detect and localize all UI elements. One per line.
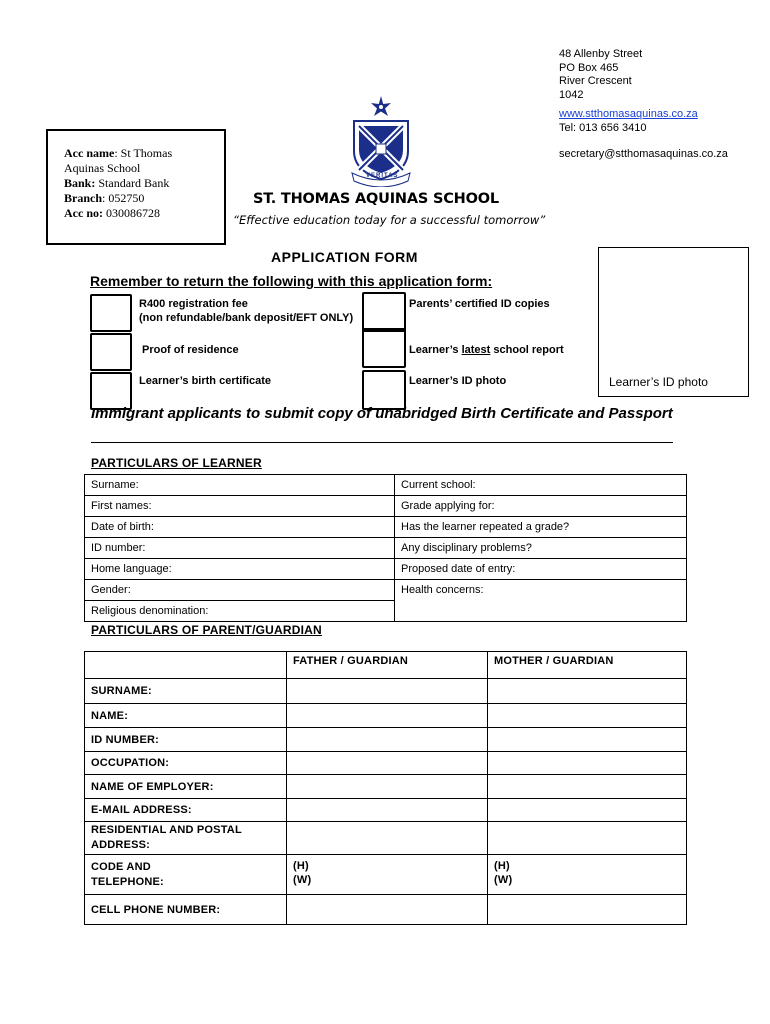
id-photo-label: Learner’s ID photo <box>609 375 708 389</box>
learner-health-cell[interactable]: Health concerns: <box>395 580 687 622</box>
learner-disciplinary-cell[interactable]: Any disciplinary problems? <box>395 538 687 559</box>
checkbox-id-photo[interactable] <box>362 370 406 410</box>
learner-first-names-cell[interactable]: First names: <box>85 496 395 517</box>
learner-surname-cell[interactable]: Surname: <box>85 475 395 496</box>
learner-heading: PARTICULARS OF LEARNER <box>91 456 262 470</box>
learner-gender-cell[interactable]: Gender: <box>85 580 395 601</box>
bank-value: Standard Bank <box>95 176 170 190</box>
bank-line <box>64 176 224 191</box>
row-label-id-number: ID NUMBER: <box>85 728 287 752</box>
table-row <box>85 652 687 679</box>
row-label-surname: SURNAME: <box>85 679 287 704</box>
table-row <box>85 704 687 728</box>
row-label-name: NAME: <box>85 704 287 728</box>
website-link[interactable]: www.stthomasaquinas.co.za <box>559 108 698 120</box>
table-row <box>85 855 687 895</box>
father-email-cell[interactable] <box>287 799 488 822</box>
acc-name-value: : St Thomas <box>114 146 173 160</box>
row-label-employer: NAME OF EMPLOYER: <box>85 775 287 799</box>
registration-fee-note: (non refundable/bank deposit/EFT ONLY) <box>139 312 354 324</box>
checklist-registration-fee <box>139 297 353 325</box>
row-label-email: E-MAIL ADDRESS: <box>85 799 287 822</box>
mother-surname-cell[interactable] <box>488 679 687 704</box>
school-motto: “Effective education today for a successful tomorrow” <box>233 213 546 227</box>
bank-details-box <box>46 129 226 245</box>
school-name: ST. THOMAS AQUINAS SCHOOL <box>253 191 499 207</box>
address-label-line-2: ADDRESS: <box>91 839 151 851</box>
table-row <box>85 580 687 601</box>
father-address-cell[interactable] <box>287 822 488 855</box>
mother-column-header: MOTHER / GUARDIAN <box>488 652 687 679</box>
table-row <box>85 475 687 496</box>
row-label-occupation: OCCUPATION: <box>85 752 287 775</box>
checkbox-id-copies[interactable] <box>362 292 406 332</box>
address-label-line-1: RESIDENTIAL AND POSTAL <box>91 824 242 836</box>
acc-name-line-2: Aquinas School <box>64 161 141 175</box>
father-occupation-cell[interactable] <box>287 752 488 775</box>
form-title: APPLICATION FORM <box>271 249 418 265</box>
school-crest-icon <box>346 95 416 187</box>
checkbox-registration-fee[interactable] <box>90 294 132 332</box>
learner-id-number-cell[interactable]: ID number: <box>85 538 395 559</box>
checklist-birth-certificate: Learner’s birth certificate <box>139 375 272 387</box>
school-report-latest: latest <box>461 344 491 356</box>
table-row <box>85 822 687 855</box>
parent-table <box>84 651 687 925</box>
immigrant-note: Immigrant applicants to submit copy of unabridged Birth Certificate and Passport <box>91 405 673 422</box>
learner-religion-cell[interactable]: Religious denomination: <box>85 601 395 622</box>
table-row <box>85 895 687 925</box>
row-label-code-telephone <box>85 855 287 895</box>
address-code: 1042 <box>559 88 584 101</box>
father-name-cell[interactable] <box>287 704 488 728</box>
school-address <box>559 48 728 162</box>
registration-fee-label: R400 registration fee <box>139 298 248 310</box>
mother-cell-phone-cell[interactable] <box>488 895 687 925</box>
row-label-cell-phone: CELL PHONE NUMBER: <box>85 895 287 925</box>
branch-label: Branch <box>64 191 103 205</box>
acc-no-value: 030086728 <box>103 206 160 220</box>
learner-grade-cell[interactable]: Grade applying for: <box>395 496 687 517</box>
code-tel-label-line-1: CODE AND <box>91 860 151 873</box>
mother-address-cell[interactable] <box>488 822 687 855</box>
table-row <box>85 728 687 752</box>
acc-name-label: Acc name <box>64 146 115 160</box>
father-employer-cell[interactable] <box>287 775 488 799</box>
mother-occupation-cell[interactable] <box>488 752 687 775</box>
table-row <box>85 752 687 775</box>
father-telephone-cell[interactable] <box>287 855 488 895</box>
mother-telephone-cell[interactable] <box>488 855 687 895</box>
learner-table <box>84 474 687 622</box>
crest-banner-text: VERITAS <box>366 173 399 179</box>
father-cell-phone-cell[interactable] <box>287 895 488 925</box>
checklist-proof-of-residence: Proof of residence <box>142 344 239 356</box>
table-row <box>85 496 687 517</box>
school-report-post: school report <box>490 344 564 356</box>
learner-home-language-cell[interactable]: Home language: <box>85 559 395 580</box>
checklist-id-copies: Parents’ certified ID copies <box>409 298 550 310</box>
father-id-cell[interactable] <box>287 728 488 752</box>
table-row <box>85 799 687 822</box>
father-surname-cell[interactable] <box>287 679 488 704</box>
divider-line <box>91 442 673 443</box>
email-address: secretary@stthomasaquinas.co.za <box>559 148 728 160</box>
row-label-address <box>85 822 287 855</box>
table-row <box>85 517 687 538</box>
table-row <box>85 538 687 559</box>
bank-label: Bank: <box>64 176 96 190</box>
telephone: Tel: 013 656 3410 <box>559 121 647 134</box>
father-work-tel-label: (W) <box>293 874 312 886</box>
checklist-school-report <box>409 343 564 357</box>
mother-name-cell[interactable] <box>488 704 687 728</box>
mother-id-cell[interactable] <box>488 728 687 752</box>
address-street: 48 Allenby Street <box>559 48 643 60</box>
parent-header-blank <box>85 652 287 679</box>
branch-value: : 052750 <box>102 191 145 205</box>
mother-employer-cell[interactable] <box>488 775 687 799</box>
mother-home-tel-label: (H) <box>494 860 510 872</box>
branch-line <box>64 191 224 206</box>
address-area: River Crescent <box>559 75 632 87</box>
mother-email-cell[interactable] <box>488 799 687 822</box>
address-po-box: PO Box 465 <box>559 61 619 74</box>
checkbox-school-report[interactable] <box>362 328 406 368</box>
parent-heading: PARTICULARS OF PARENT/GUARDIAN <box>91 623 322 637</box>
learner-repeated-cell[interactable]: Has the learner repeated a grade? <box>395 517 687 538</box>
code-tel-label-line-2: TELEPHONE: <box>91 875 164 888</box>
learner-entry-date-cell[interactable]: Proposed date of entry: <box>395 559 687 580</box>
table-row <box>85 679 687 704</box>
mother-work-tel-label: (W) <box>494 874 513 886</box>
learner-current-school-cell[interactable]: Current school: <box>395 475 687 496</box>
acc-no-line <box>64 206 224 221</box>
acc-name-line <box>64 146 224 161</box>
remember-heading: Remember to return the following with this application form: <box>90 273 493 289</box>
acc-no-label: Acc no: <box>64 206 103 220</box>
school-report-pre: Learner’s <box>409 344 462 356</box>
father-column-header: FATHER / GUARDIAN <box>287 652 488 679</box>
table-row <box>85 775 687 799</box>
checkbox-proof-of-residence[interactable] <box>90 333 132 371</box>
checklist-id-photo: Learner’s ID photo <box>409 375 507 387</box>
father-home-tel-label: (H) <box>293 860 309 872</box>
table-row <box>85 559 687 580</box>
learner-dob-cell[interactable]: Date of birth: <box>85 517 395 538</box>
